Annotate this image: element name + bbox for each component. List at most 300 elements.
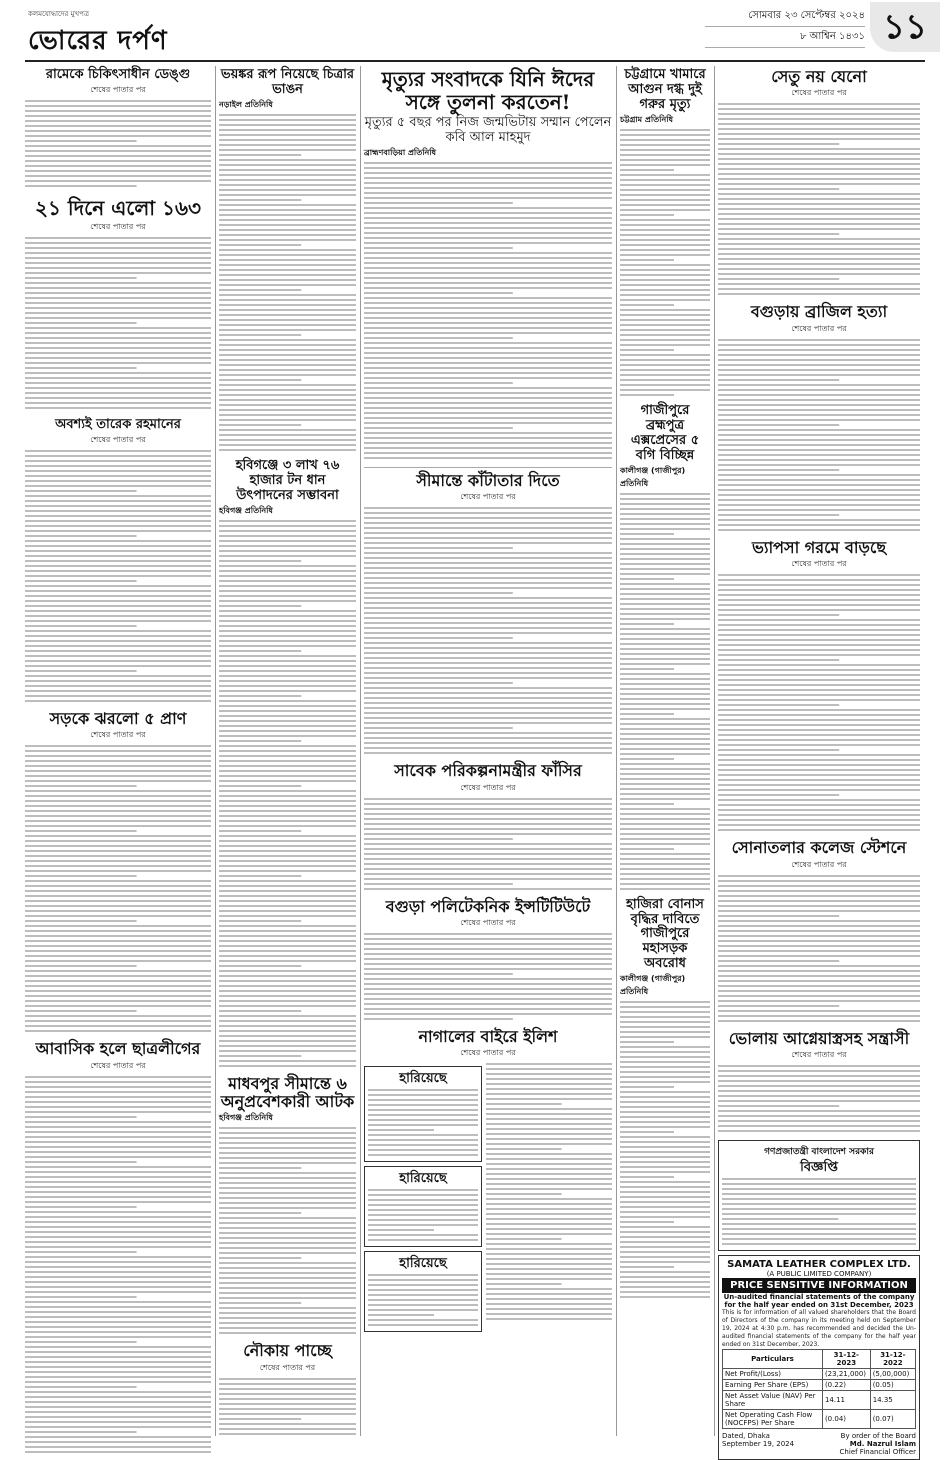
text-line — [364, 883, 513, 885]
text-line — [620, 668, 674, 670]
text-line — [25, 620, 211, 622]
text-line — [718, 980, 920, 982]
text-line — [364, 742, 612, 744]
text-line — [364, 222, 612, 224]
text-line — [25, 785, 137, 787]
text-line — [219, 815, 356, 817]
text-line — [718, 774, 920, 776]
text-line — [620, 663, 710, 665]
table-header: 31-12-2022 — [870, 1349, 915, 1368]
column-divider — [714, 66, 715, 1436]
text-line — [219, 950, 356, 952]
text-line — [219, 915, 356, 917]
text-line — [219, 1237, 356, 1239]
text-line — [219, 1287, 356, 1289]
text-line — [25, 1251, 137, 1253]
text-line — [620, 134, 710, 136]
text-line — [364, 302, 612, 304]
text-line — [25, 925, 211, 927]
text-line — [364, 652, 612, 654]
text-line — [25, 1396, 211, 1398]
text-line — [620, 773, 710, 775]
text-line — [718, 168, 920, 170]
text-line — [219, 309, 356, 311]
text-line — [718, 419, 920, 421]
text-line — [25, 1096, 211, 1098]
text-line — [25, 460, 211, 462]
text-line — [718, 123, 920, 125]
text-line — [219, 1217, 356, 1219]
text-line — [364, 172, 612, 174]
text-line — [620, 503, 710, 505]
text-line — [620, 658, 710, 660]
text-line — [219, 1332, 356, 1334]
text-line — [219, 1423, 356, 1425]
text-line — [219, 159, 356, 161]
date-bengali: ৮ আশ্বিন ১৪৩১ — [705, 27, 865, 48]
continued-label: শেষের পাতার পর — [791, 1049, 847, 1059]
text-line — [25, 915, 211, 917]
text-line — [25, 1246, 211, 1248]
text-line — [364, 567, 612, 569]
text-line — [219, 745, 356, 747]
text-line — [620, 1251, 710, 1253]
text-line — [219, 419, 356, 421]
text-line — [620, 379, 710, 381]
text-line — [368, 1279, 478, 1281]
text-line — [219, 1322, 356, 1324]
text-line — [364, 512, 612, 514]
text-line — [486, 1303, 612, 1305]
text-line — [718, 945, 920, 947]
text-line — [368, 1144, 478, 1146]
table-cell: Net Operating Cash Flow (NOCFPS) Per Share — [723, 1409, 823, 1428]
text-line — [718, 880, 920, 882]
text-line — [25, 990, 211, 992]
text-line — [620, 648, 710, 650]
headline: রামেকে চিকিৎসাধীন ডেঙ্গু — [45, 67, 191, 82]
text-line — [364, 632, 612, 634]
text-line — [718, 238, 920, 240]
text-line — [368, 1109, 478, 1111]
text-line — [364, 322, 612, 324]
text-line — [219, 700, 356, 702]
text-line — [718, 925, 920, 927]
text-line — [620, 538, 710, 540]
text-line — [25, 140, 137, 142]
text-line — [620, 299, 710, 301]
text-line — [620, 638, 710, 640]
text-line — [718, 1105, 839, 1107]
text-line — [364, 727, 513, 729]
text-line — [718, 684, 920, 686]
text-line — [486, 1208, 612, 1210]
text-line — [25, 180, 211, 182]
text-line — [219, 1408, 356, 1410]
masthead-tagline: কলমযোদ্ধাদের মুখপত্র — [28, 10, 89, 18]
text-line — [25, 367, 137, 369]
text-line — [25, 1000, 211, 1002]
text-line — [25, 540, 211, 542]
text-line — [718, 1085, 920, 1087]
text-line — [219, 1147, 356, 1149]
text-line — [25, 165, 211, 167]
text-line — [364, 983, 612, 985]
text-line — [219, 274, 356, 276]
text-line — [219, 540, 356, 542]
text-line — [219, 1060, 356, 1062]
text-line — [219, 595, 356, 597]
text-line — [25, 120, 211, 122]
samata-leather-ad — [718, 1255, 920, 1460]
text-line — [620, 364, 710, 366]
text-line — [718, 649, 920, 651]
text-line — [219, 545, 356, 547]
text-line — [219, 820, 356, 822]
text-line — [219, 1030, 356, 1032]
text-line — [25, 1346, 211, 1348]
text-line — [25, 930, 211, 932]
text-line — [219, 264, 356, 266]
text-line — [25, 630, 211, 632]
text-line — [219, 1252, 356, 1254]
text-line — [718, 1120, 920, 1122]
column-divider — [215, 66, 216, 1436]
text-line — [620, 793, 710, 795]
text-line — [25, 1316, 211, 1318]
article-body-text — [718, 573, 920, 833]
text-line — [219, 780, 356, 782]
text-line — [25, 1131, 211, 1133]
text-line — [718, 1015, 920, 1017]
byline: ব্রাহ্মণবাড়িয়া প্রতিনিধি — [364, 147, 437, 157]
headline: ভয়ঙ্কর রূপ নিয়েছে চিত্রার ভাঙন — [220, 67, 355, 97]
text-line — [25, 302, 211, 304]
text-line — [25, 397, 211, 399]
text-line — [620, 309, 710, 311]
article-boat — [219, 1342, 356, 1436]
text-line — [219, 384, 356, 386]
text-line — [25, 1306, 211, 1308]
text-line — [718, 399, 920, 401]
text-line — [25, 800, 211, 802]
headline: সোনাতলার কলেজ স্টেশনে — [731, 838, 907, 858]
text-line — [718, 1020, 920, 1022]
text-line — [364, 577, 612, 579]
text-line — [368, 1234, 478, 1236]
ad-sign-role: By order of the Board — [840, 1431, 916, 1440]
text-line — [620, 164, 710, 166]
text-line — [25, 1136, 211, 1138]
lost-notice-text — [368, 1088, 478, 1158]
text-line — [25, 1191, 211, 1193]
text-line — [620, 149, 710, 151]
text-line — [25, 670, 137, 672]
text-line — [364, 968, 612, 970]
text-line — [219, 149, 356, 151]
text-line — [718, 940, 920, 942]
text-line — [219, 1282, 356, 1284]
text-line — [25, 645, 211, 647]
text-line — [364, 527, 612, 529]
ad-note: This is for information of all valued shareholders that the Board of Directors of the company in its meeting held on September 19, 2024 at 4:30 p.m. has recommended and decided the Un-audited financial statements of the company for the half year ended on 31st December, 2023. — [722, 1308, 916, 1348]
text-line — [25, 535, 137, 537]
text-line — [486, 1218, 612, 1220]
text-line — [25, 297, 211, 299]
text-line — [718, 208, 920, 210]
text-line — [219, 835, 356, 837]
text-line — [25, 860, 211, 862]
text-line — [219, 960, 356, 962]
text-line — [219, 630, 356, 632]
text-line — [219, 735, 356, 737]
text-line — [219, 765, 356, 767]
text-line — [364, 868, 612, 870]
text-line — [718, 198, 920, 200]
text-line — [486, 1263, 612, 1265]
text-line — [25, 272, 211, 274]
text-line — [620, 808, 710, 810]
text-line — [718, 709, 920, 711]
continued-label: শেষের পাতার পর — [90, 730, 146, 740]
text-line — [620, 1076, 710, 1078]
text-line — [368, 1119, 478, 1121]
text-line — [718, 293, 920, 295]
text-line — [25, 485, 211, 487]
text-line — [620, 344, 710, 346]
text-line — [364, 247, 513, 249]
text-line — [25, 935, 211, 937]
text-line — [620, 728, 710, 730]
text-line — [718, 504, 920, 506]
text-line — [364, 813, 612, 815]
text-line — [718, 714, 920, 716]
text-line — [219, 845, 356, 847]
ad-company-sub: (A PUBLIC LIMITED COMPANY) — [766, 1269, 872, 1278]
text-line — [620, 758, 674, 760]
text-line — [620, 1176, 674, 1178]
text-line — [364, 407, 612, 409]
text-line — [25, 1101, 211, 1103]
continued-label: শেষের পাতার পর — [90, 1060, 146, 1070]
text-line — [25, 885, 211, 887]
text-line — [364, 417, 612, 419]
text-line — [364, 973, 513, 975]
byline: কালীগঞ্জ (গাজীপুর) প্রতিনিধি — [620, 465, 686, 488]
masthead — [0, 0, 945, 62]
text-line — [368, 1209, 478, 1211]
text-line — [219, 204, 356, 206]
text-line — [620, 1111, 710, 1113]
text-line — [620, 868, 710, 870]
text-line — [219, 1157, 356, 1159]
article-bridge — [718, 68, 920, 297]
ad-dated: Dated, Dhaka — [722, 1431, 770, 1440]
text-line — [25, 1211, 211, 1213]
text-line — [219, 1152, 356, 1154]
text-line — [718, 584, 920, 586]
text-line — [368, 1289, 478, 1291]
text-line — [486, 1133, 612, 1135]
text-line — [219, 409, 356, 411]
text-line — [718, 1005, 839, 1007]
article-body-text — [25, 449, 211, 704]
text-line — [486, 1258, 612, 1260]
headline: মাধবপুর সীমান্তে ৬ অনুপ্রবেশকারী আটক — [220, 1073, 355, 1112]
text-line — [25, 955, 211, 957]
text-line — [620, 1256, 710, 1258]
text-line — [219, 825, 356, 827]
text-line — [25, 545, 211, 547]
text-line — [718, 359, 920, 361]
text-line — [25, 890, 211, 892]
text-line — [718, 414, 920, 416]
text-line — [620, 673, 710, 675]
article-chitra-erosion — [219, 68, 356, 453]
text-line — [219, 114, 356, 116]
text-line — [718, 148, 920, 150]
text-line — [620, 384, 710, 386]
continued-label: শেষের পাতার পর — [791, 559, 847, 569]
text-line — [368, 1274, 478, 1276]
text-line — [219, 229, 356, 231]
text-line — [25, 1226, 211, 1228]
text-line — [364, 612, 612, 614]
text-line — [364, 863, 612, 865]
text-lines — [718, 573, 920, 833]
text-line — [219, 1302, 301, 1304]
text-line — [364, 327, 612, 329]
text-line — [25, 600, 211, 602]
text-line — [219, 895, 356, 897]
text-line — [25, 1361, 211, 1363]
text-line — [219, 234, 356, 236]
text-line — [620, 498, 710, 500]
text-line — [219, 424, 301, 426]
text-line — [25, 1151, 211, 1153]
text-line — [219, 900, 356, 902]
text-line — [25, 1015, 211, 1017]
text-line — [25, 392, 211, 394]
text-line — [219, 1182, 356, 1184]
text-line — [368, 1134, 478, 1136]
text-line — [25, 570, 211, 572]
text-line — [620, 1231, 710, 1233]
text-lines — [364, 932, 612, 1022]
text-line — [486, 1183, 612, 1185]
text-line — [364, 602, 612, 604]
text-line — [364, 422, 612, 424]
text-line — [620, 703, 710, 705]
text-line — [620, 1181, 710, 1183]
text-line — [620, 1061, 710, 1063]
text-line — [718, 529, 920, 531]
text-line — [364, 933, 612, 935]
text-line — [219, 940, 356, 942]
text-line — [219, 244, 301, 246]
text-line — [364, 943, 612, 945]
text-line — [718, 794, 839, 796]
text-line — [219, 129, 356, 131]
text-line — [364, 177, 612, 179]
text-line — [25, 115, 211, 117]
text-line — [219, 139, 356, 141]
text-line — [718, 749, 839, 751]
text-line — [25, 322, 137, 324]
text-line — [718, 494, 920, 496]
text-line — [620, 883, 710, 885]
article-body-text — [718, 874, 920, 1024]
text-line — [364, 597, 612, 599]
text-line — [219, 389, 356, 391]
continued-label: শেষের পাতার পর — [460, 918, 516, 928]
text-line — [368, 1189, 478, 1191]
text-line — [219, 1020, 356, 1022]
text-line — [368, 1214, 478, 1216]
text-line — [620, 154, 710, 156]
text-line — [364, 848, 612, 850]
text-line — [364, 662, 612, 664]
text-line — [364, 352, 612, 354]
table-cell: (0.05) — [870, 1379, 915, 1390]
text-line — [486, 1198, 612, 1200]
text-line — [368, 1204, 478, 1206]
text-line — [25, 895, 211, 897]
text-line — [25, 615, 211, 617]
text-line — [718, 694, 920, 696]
text-line — [486, 1138, 612, 1140]
text-line — [620, 389, 710, 391]
text-line — [718, 789, 920, 791]
text-line — [620, 528, 710, 530]
text-line — [486, 1063, 612, 1065]
text-line — [25, 1111, 211, 1113]
article-bhola-arms — [718, 1030, 920, 1134]
text-line — [620, 249, 710, 251]
ad-signature — [840, 1432, 916, 1456]
article-planning-minister — [364, 762, 612, 891]
text-line — [219, 434, 356, 436]
text-lines — [486, 1062, 612, 1322]
text-line — [620, 339, 710, 341]
text-line — [364, 672, 612, 674]
text-line — [364, 522, 612, 524]
text-line — [219, 880, 356, 882]
text-line — [219, 164, 356, 166]
text-line — [25, 1010, 137, 1012]
text-line — [25, 1221, 211, 1223]
text-line — [718, 474, 920, 476]
text-line — [620, 129, 710, 131]
text-line — [219, 1040, 356, 1042]
text-line — [718, 654, 920, 656]
text-line — [219, 1050, 356, 1052]
text-line — [25, 1331, 211, 1333]
text-line — [718, 579, 920, 581]
text-line — [718, 764, 920, 766]
text-line — [486, 1173, 612, 1175]
text-line — [620, 139, 710, 141]
byline: চট্টগ্রাম প্রতিনিধি — [620, 114, 674, 124]
text-line — [25, 1020, 211, 1022]
text-line — [25, 1030, 211, 1032]
continued-label: শেষের পাতার পর — [460, 1048, 516, 1058]
text-line — [25, 1086, 211, 1088]
text-line — [25, 1281, 211, 1283]
text-line — [25, 820, 211, 822]
text-line — [620, 349, 674, 351]
text-line — [718, 464, 920, 466]
